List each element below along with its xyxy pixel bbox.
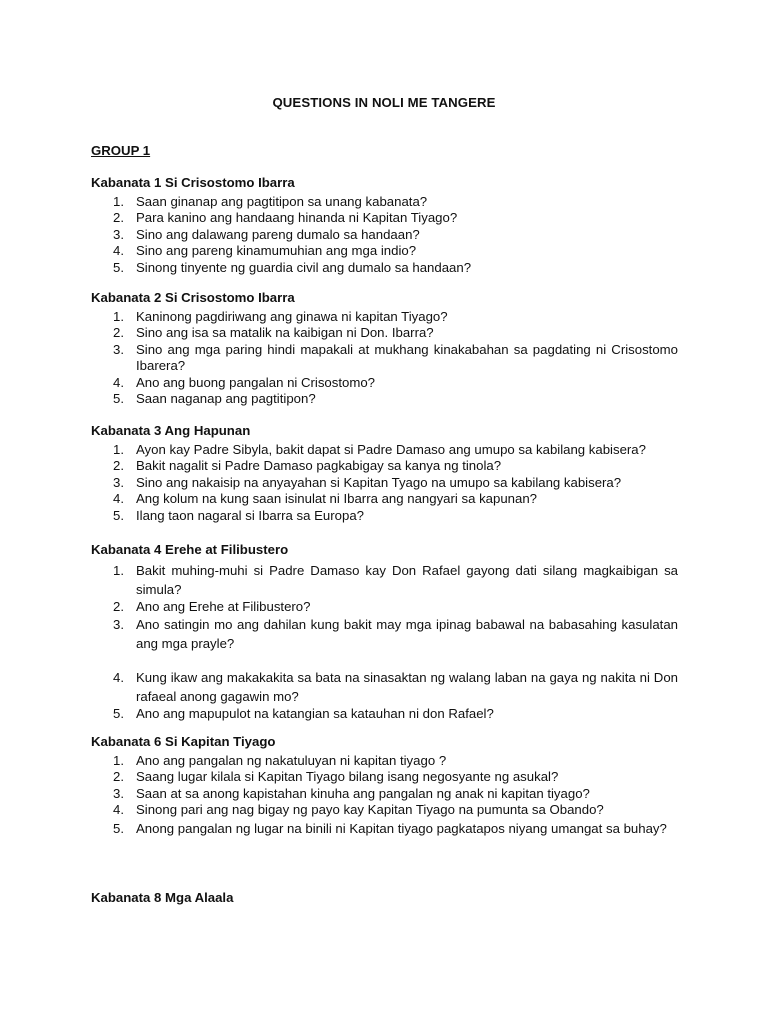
question-list: [91, 194, 678, 276]
question-number: 3.: [113, 785, 124, 801]
group-heading: GROUP 1: [91, 143, 151, 158]
question-text: Ano ang Erehe at Filibustero?: [136, 599, 311, 614]
question-text: Ilang taon nagaral si Ibarra sa Europa?: [136, 507, 364, 523]
question-text: Ayon kay Padre Sibyla, bakit dapat si Padre Damaso ang umupo sa kabilang kabisera?: [136, 442, 646, 457]
question-number: 3.: [113, 474, 124, 490]
question-item: [91, 802, 678, 818]
question-number: 4.: [113, 374, 124, 390]
question-item: [91, 442, 678, 458]
question-text: Saan ginanap ang pagtitipon sa unang kabanata?: [136, 194, 428, 209]
question-list: [91, 309, 678, 407]
question-number: 2.: [113, 458, 124, 474]
question-item: [91, 227, 678, 243]
question-item: [91, 599, 678, 615]
question-number: 5.: [113, 391, 124, 407]
question-number: 1.: [113, 309, 124, 324]
question-item: [91, 243, 678, 259]
question-number: 4.: [113, 802, 124, 818]
section-kabanata-3: [91, 423, 678, 524]
section-title: Kabanata 3 Ang Hapunan: [91, 423, 251, 438]
question-text: Sino ang isa sa matalik na kaibigan ni Don. Ibarra?: [136, 325, 434, 341]
document-title: QUESTIONS IN NOLI ME TANGERE: [272, 95, 496, 110]
question-number: 1.: [113, 194, 124, 209]
section-title: Kabanata 8 Mga Alaala: [91, 890, 234, 905]
question-number: 3.: [113, 226, 124, 242]
question-item: [91, 508, 678, 524]
section-kabanata-4: [91, 542, 678, 723]
question-text: Bakit nagalit si Padre Damaso pagkabigay sa kanya ng tinola?: [136, 458, 502, 474]
question-item: [91, 819, 678, 838]
question-number: 4.: [113, 670, 124, 686]
question-text: Ano ang buong pangalan ni Crisostomo?: [136, 374, 376, 390]
question-number: 2.: [113, 599, 124, 614]
question-text: Sinong tinyente ng guardia civil ang dumalo sa handaan?: [136, 259, 472, 275]
question-number: 5.: [113, 259, 124, 275]
question-number: 1.: [113, 563, 124, 578]
question-number: 3.: [113, 617, 124, 633]
question-number: 4.: [113, 243, 124, 259]
question-text: Sino ang pareng kinamumuhian ang mga indio?: [136, 243, 417, 259]
question-text: Para kanino ang handaang hinanda ni Kapitan Tiyago?: [136, 210, 458, 226]
section-kabanata-8: [91, 890, 678, 909]
question-item: [91, 706, 678, 722]
question-item: [91, 753, 678, 769]
question-item: [91, 194, 678, 210]
question-text: Sino ang mga paring hindi mapakali at mukhang kinakabahan sa pagdating ni Crisostomo Ibarera?: [136, 341, 678, 374]
question-item: [91, 309, 678, 325]
question-item: [91, 615, 678, 653]
question-item: [91, 210, 678, 226]
section-title: Kabanata 2 Si Crisostomo Ibarra: [91, 290, 295, 305]
question-number: 2.: [113, 210, 124, 226]
question-number: 1.: [113, 442, 124, 457]
question-number: 2.: [113, 325, 124, 341]
question-text: Ano satingin mo ang dahilan kung bakit may mga ipinag babawal na babasahing kasulatan ang mga prayle?: [136, 617, 678, 652]
question-text: Anong pangalan ng lugar na binili ni Kapitan tiyago pagkatapos niyang umangat sa buhay?: [136, 820, 667, 836]
question-item: [91, 458, 678, 474]
question-text: Ang kolum na kung saan isinulat ni Ibarra ang nangyari sa kapunan?: [136, 491, 538, 507]
question-number: 1.: [113, 753, 124, 768]
question-list: [91, 561, 678, 723]
question-text: Sinong pari ang nag bigay ng payo kay Kapitan Tiyago na pumunta sa Obando?: [136, 802, 604, 818]
question-text: Bakit muhing-muhi si Padre Damaso kay Don Rafael gayong dati silang magkaibigan sa simula?: [136, 563, 678, 597]
question-item: [91, 325, 678, 341]
question-text: Saang lugar kilala si Kapitan Tiyago bilang isang negosyante ng asukal?: [136, 769, 559, 785]
question-text: Sino ang nakaisip na anyayahan si Kapitan Tyago na umupo sa kabilang kabisera?: [136, 474, 622, 490]
question-item: [91, 391, 678, 407]
section-title: Kabanata 6 Si Kapitan Tiyago: [91, 734, 276, 749]
question-number: 5.: [113, 507, 124, 523]
question-item: [91, 475, 678, 491]
question-text: Kaninong pagdiriwang ang ginawa ni kapitan Tiyago?: [136, 309, 448, 324]
question-text: Saan at sa anong kapistahan kinuha ang pangalan ng anak ni kapitan tiyago?: [136, 785, 590, 801]
section-title: Kabanata 4 Erehe at Filibustero: [91, 542, 289, 557]
question-item: [91, 375, 678, 391]
question-number: 2.: [113, 769, 124, 785]
question-item: [91, 260, 678, 276]
question-item: [91, 342, 678, 375]
question-item: [91, 491, 678, 507]
question-number: 5.: [113, 706, 124, 722]
section-kabanata-6: [91, 734, 678, 838]
section-kabanata-1: [91, 175, 678, 276]
question-number: 3.: [113, 341, 124, 357]
question-text: Saan naganap ang pagtitipon?: [136, 391, 316, 407]
section-title: Kabanata 1 Si Crisostomo Ibarra: [91, 175, 295, 190]
question-number: 4.: [113, 491, 124, 507]
question-text: Ano ang mapupulot na katangian sa katauhan ni don Rafael?: [136, 706, 494, 722]
question-text: Kung ikaw ang makakakita sa bata na sinasaktan ng walang laban na gaya ng nakita ni Don rafaeal anong gagawin mo?: [136, 670, 678, 705]
question-item: [91, 786, 678, 802]
question-number: 5.: [113, 820, 124, 836]
question-text: Sino ang dalawang pareng dumalo sa handaan?: [136, 226, 420, 242]
question-item: [91, 668, 678, 706]
question-item: [91, 769, 678, 785]
section-kabanata-2: [91, 290, 678, 407]
question-item: [91, 561, 678, 599]
question-list: [91, 753, 678, 838]
question-list: [91, 442, 678, 524]
question-text: Ano ang pangalan ng nakatuluyan ni kapitan tiyago ?: [136, 753, 447, 768]
